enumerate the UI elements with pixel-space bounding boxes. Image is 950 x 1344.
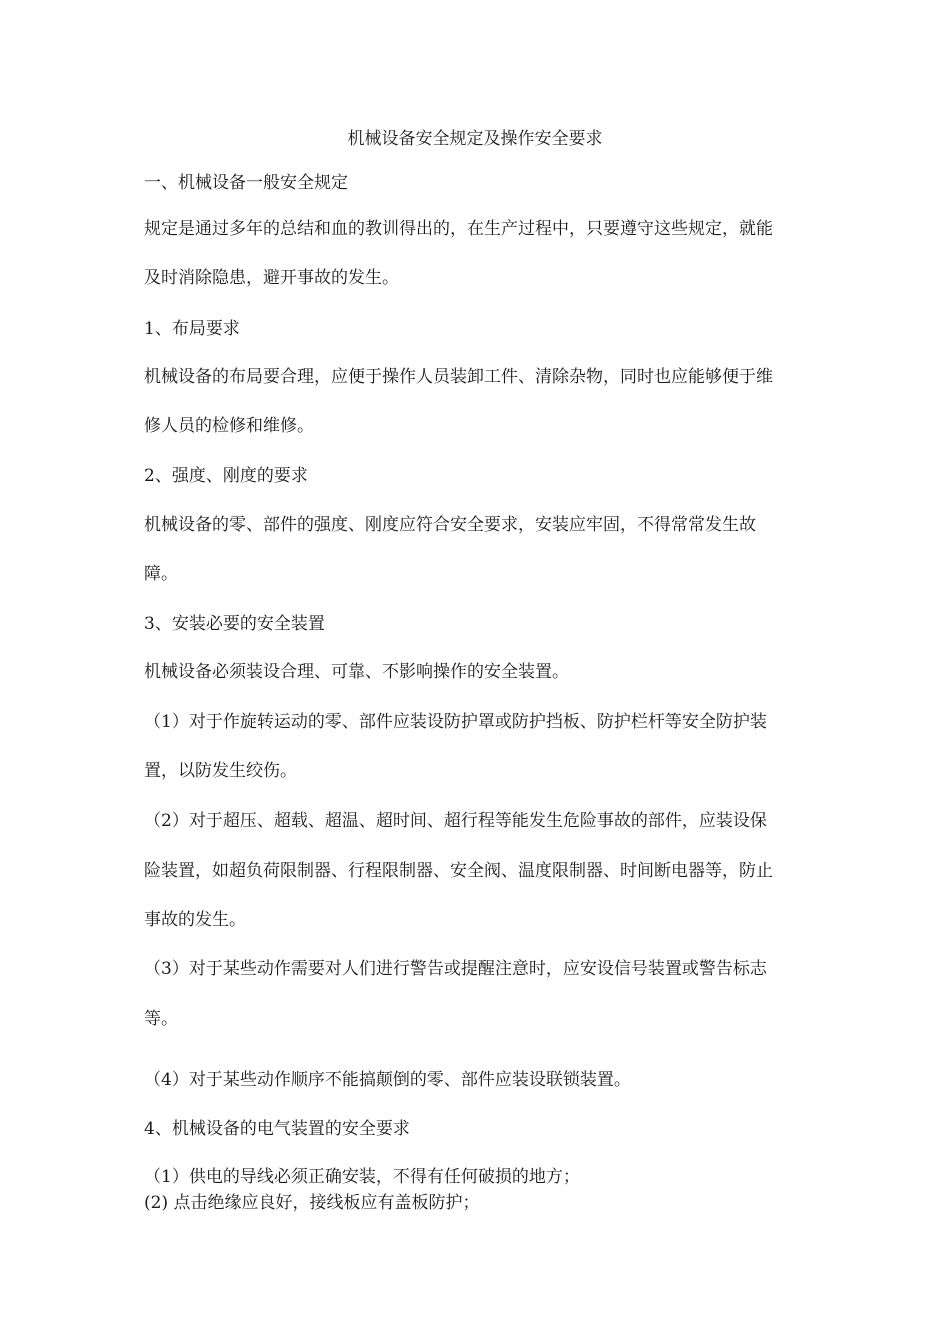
list-item-line: （1）对于作旋转运动的零、部件应装设防护罩或防护挡板、防护栏杆等安全防护装 <box>144 712 767 732</box>
paragraph-line: 修人员的检修和维修。 <box>144 416 314 436</box>
list-item-line: （1）供电的导线必须正确安装，不得有任何破损的地方； <box>144 1167 580 1187</box>
list-item-line: 险装置，如超负荷限制器、行程限制器、安全阀、温度限制器、时间断电器等，防止 <box>144 861 773 881</box>
list-item-line: 置，以防发生绞伤。 <box>144 761 297 781</box>
paragraph-line: 机械设备的布局要合理，应便于操作人员装卸工件、清除杂物，同时也应能够便于维 <box>144 367 773 387</box>
section-heading-1: 一、机械设备一般安全规定 <box>144 173 348 193</box>
list-item-line: 事故的发生。 <box>144 910 246 930</box>
subsection-heading-2: 2、强度、刚度的要求 <box>144 466 308 486</box>
list-item-line: (2) 点击绝缘应良好，接线板应有盖板防护； <box>144 1193 480 1213</box>
list-item-line: （3）对于某些动作需要对人们进行警告或提醒注意时，应安设信号装置或警告标志 <box>144 959 767 979</box>
list-item-line: （2）对于超压、超载、超温、超时间、超行程等能发生危险事故的部件，应装设保 <box>144 811 767 831</box>
paragraph-line: 障。 <box>144 564 178 584</box>
paragraph-line: 规定是通过多年的总结和血的教训得出的，在生产过程中，只要遵守这些规定，就能 <box>144 219 773 239</box>
list-item-line: （4）对于某些动作顺序不能搞颠倒的零、部件应装设联锁装置。 <box>144 1070 631 1090</box>
subsection-heading-1: 1、布局要求 <box>144 319 240 339</box>
subsection-heading-3: 3、安装必要的安全装置 <box>144 614 325 634</box>
paragraph-line: 机械设备的零、部件的强度、刚度应符合安全要求，安装应牢固，不得常常发生故 <box>144 515 756 535</box>
document-title: 机械设备安全规定及操作安全要求 <box>347 129 603 149</box>
paragraph-line: 机械设备必须装设合理、可靠、不影响操作的安全装置。 <box>144 662 569 682</box>
list-item-line: 等。 <box>144 1009 178 1029</box>
subsection-heading-4: 4、机械设备的电气装置的安全要求 <box>144 1119 410 1139</box>
paragraph-line: 及时消除隐患，避开事故的发生。 <box>144 268 399 288</box>
